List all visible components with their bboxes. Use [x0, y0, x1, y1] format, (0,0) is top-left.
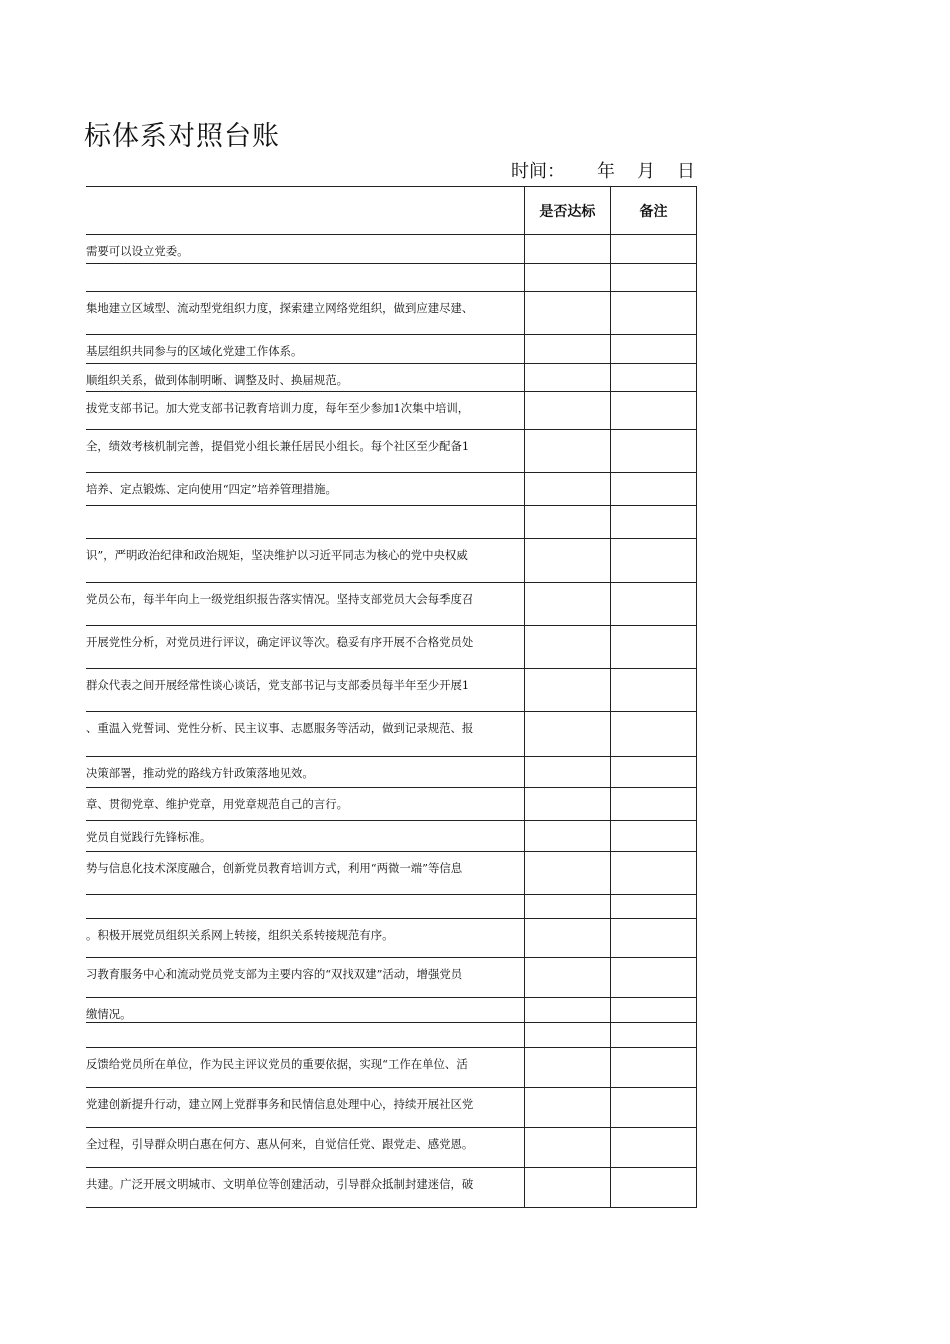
row-pass-cell[interactable] — [524, 626, 610, 669]
row-content: 全过程，引导群众明白惠在何方、惠从何来，自觉信任党、跟党走、感党恩。 — [86, 1128, 524, 1168]
row-pass-cell[interactable] — [524, 1048, 610, 1088]
row-content: 全，绩效考核机制完善，提倡党小组长兼任居民小组长。每个社区至少配备1 — [86, 430, 524, 473]
row-note-cell[interactable] — [610, 712, 696, 757]
row-note-cell[interactable] — [610, 506, 696, 539]
row-content: 基层组织共同参与的区域化党建工作体系。 — [86, 335, 524, 364]
table-row — [86, 473, 697, 506]
row-pass-cell[interactable] — [524, 958, 610, 998]
ledger-table — [86, 186, 697, 1208]
table-row — [86, 958, 697, 998]
row-pass-cell[interactable] — [524, 583, 610, 626]
row-content: 党建创新提升行动，建立网上党群事务和民情信息处理中心，持续开展社区党 — [86, 1088, 524, 1128]
table-row — [86, 669, 697, 712]
table-row — [86, 335, 697, 364]
row-content: 开展党性分析，对党员进行评议，确定评议等次。稳妥有序开展不合格党员处 — [86, 626, 524, 669]
row-note-cell[interactable] — [610, 998, 696, 1023]
table-row — [86, 712, 697, 757]
row-content: 需要可以设立党委。 — [86, 235, 524, 264]
row-note-cell[interactable] — [610, 539, 696, 583]
table-row — [86, 1088, 697, 1128]
table-row — [86, 757, 697, 788]
row-pass-cell[interactable] — [524, 506, 610, 539]
row-pass-cell[interactable] — [524, 712, 610, 757]
table-row — [86, 1128, 697, 1168]
row-content: 决策部署，推动党的路线方针政策落地见效。 — [86, 757, 524, 788]
row-note-cell[interactable] — [610, 264, 696, 292]
row-note-cell[interactable] — [610, 235, 696, 264]
row-content: 习教育服务中心和流动党员党支部为主要内容的“双找双建”活动，增强党员 — [86, 958, 524, 998]
row-note-cell[interactable] — [610, 364, 696, 392]
row-content: 培养、定点锻炼、定向使用“四定”培养管理措施。 — [86, 473, 524, 506]
row-content: 势与信息化技术深度融合，创新党员教育培训方式，利用“两微一端”等信息 — [86, 852, 524, 895]
row-note-cell[interactable] — [610, 292, 696, 335]
row-content: 、重温入党誓词、党性分析、民主议事、志愿服务等活动，做到记录规范、报 — [86, 712, 524, 757]
row-note-cell[interactable] — [610, 821, 696, 852]
table-row — [86, 364, 697, 392]
date-day: 日 — [677, 161, 695, 182]
table-row — [86, 264, 697, 292]
row-pass-cell[interactable] — [524, 335, 610, 364]
row-pass-cell[interactable] — [524, 998, 610, 1023]
date-month: 月 — [637, 161, 655, 182]
row-pass-cell[interactable] — [524, 235, 610, 264]
row-note-cell[interactable] — [610, 669, 696, 712]
row-content: 集地建立区域型、流动型党组织力度，探索建立网络党组织，做到应建尽建、 — [86, 292, 524, 335]
row-note-cell[interactable] — [610, 1048, 696, 1088]
row-note-cell[interactable] — [610, 757, 696, 788]
row-note-cell[interactable] — [610, 1168, 696, 1208]
row-note-cell[interactable] — [610, 895, 696, 919]
row-note-cell[interactable] — [610, 335, 696, 364]
row-pass-cell[interactable] — [524, 821, 610, 852]
table-row — [86, 539, 697, 583]
table-row — [86, 895, 697, 919]
row-note-cell[interactable] — [610, 958, 696, 998]
row-content: 缴情况。 — [86, 998, 524, 1023]
header-content — [86, 187, 524, 235]
row-note-cell[interactable] — [610, 788, 696, 821]
row-note-cell[interactable] — [610, 1023, 696, 1048]
row-pass-cell[interactable] — [524, 919, 610, 958]
table-row — [86, 998, 697, 1023]
row-content — [86, 895, 524, 919]
document-title: 标体系对照台账 — [84, 121, 280, 152]
row-pass-cell[interactable] — [524, 757, 610, 788]
row-content: 。积极开展党员组织关系网上转接，组织关系转接规范有序。 — [86, 919, 524, 958]
row-note-cell[interactable] — [610, 852, 696, 895]
row-pass-cell[interactable] — [524, 264, 610, 292]
row-note-cell[interactable] — [610, 626, 696, 669]
table-row — [86, 821, 697, 852]
table-row — [86, 1023, 697, 1048]
row-note-cell[interactable] — [610, 1088, 696, 1128]
table-row — [86, 392, 697, 430]
row-pass-cell[interactable] — [524, 430, 610, 473]
table-header-row — [86, 187, 697, 235]
row-pass-cell[interactable] — [524, 392, 610, 430]
table-row — [86, 788, 697, 821]
row-pass-cell[interactable] — [524, 364, 610, 392]
row-pass-cell[interactable] — [524, 669, 610, 712]
row-note-cell[interactable] — [610, 919, 696, 958]
table-row — [86, 506, 697, 539]
row-pass-cell[interactable] — [524, 292, 610, 335]
row-pass-cell[interactable] — [524, 1128, 610, 1168]
row-content — [86, 1023, 524, 1048]
row-content: 党员自觉践行先锋标准。 — [86, 821, 524, 852]
table-row — [86, 1048, 697, 1088]
header-pass: 是否达标 — [524, 187, 610, 235]
row-pass-cell[interactable] — [524, 852, 610, 895]
date-line — [511, 157, 695, 183]
table-row — [86, 583, 697, 626]
row-content: 顺组织关系，做到体制明晰、调整及时、换届规范。 — [86, 364, 524, 392]
row-pass-cell[interactable] — [524, 1168, 610, 1208]
table-row — [86, 852, 697, 895]
date-label: 时间： — [511, 161, 565, 182]
row-note-cell[interactable] — [610, 1128, 696, 1168]
row-note-cell[interactable] — [610, 473, 696, 506]
table-row — [86, 919, 697, 958]
table-row — [86, 292, 697, 335]
row-content: 识”，严明政治纪律和政治规矩，坚决维护以习近平同志为核心的党中央权威 — [86, 539, 524, 583]
row-content — [86, 506, 524, 539]
row-pass-cell[interactable] — [524, 1088, 610, 1128]
row-content: 党员公布，每半年向上一级党组织报告落实情况。坚持支部党员大会每季度召 — [86, 583, 524, 626]
table-row — [86, 430, 697, 473]
row-note-cell[interactable] — [610, 392, 696, 430]
row-content: 章、贯彻党章、维护党章，用党章规范自己的言行。 — [86, 788, 524, 821]
row-pass-cell[interactable] — [524, 539, 610, 583]
row-content: 拔党支部书记。加大党支部书记教育培训力度，每年至少参加1次集中培训， — [86, 392, 524, 430]
row-content — [86, 264, 524, 292]
row-pass-cell[interactable] — [524, 895, 610, 919]
table-row — [86, 235, 697, 264]
table-row — [86, 626, 697, 669]
table-row — [86, 1168, 697, 1208]
row-content: 反馈给党员所在单位，作为民主评议党员的重要依据，实现“工作在单位、活 — [86, 1048, 524, 1088]
row-note-cell[interactable] — [610, 430, 696, 473]
row-note-cell[interactable] — [610, 583, 696, 626]
row-content: 群众代表之间开展经常性谈心谈话，党支部书记与支部委员每半年至少开展1 — [86, 669, 524, 712]
row-content: 共建。广泛开展文明城市、文明单位等创建活动，引导群众抵制封建迷信，破 — [86, 1168, 524, 1208]
date-year: 年 — [597, 161, 615, 182]
row-pass-cell[interactable] — [524, 1023, 610, 1048]
header-note: 备注 — [610, 187, 696, 235]
row-pass-cell[interactable] — [524, 788, 610, 821]
row-pass-cell[interactable] — [524, 473, 610, 506]
